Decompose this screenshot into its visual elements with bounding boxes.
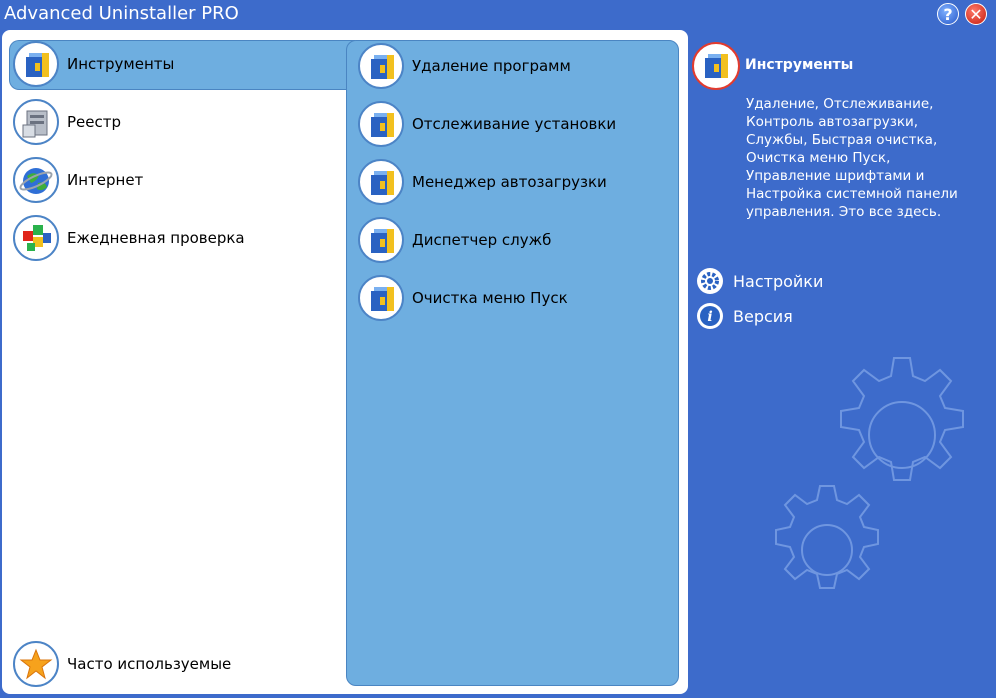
menu-item-frequent[interactable] bbox=[13, 640, 231, 688]
close-button[interactable] bbox=[965, 3, 987, 25]
submenu-item-startup-manager[interactable] bbox=[358, 158, 607, 206]
settings-icon bbox=[697, 268, 723, 294]
submenu-item-label: Удаление программ bbox=[412, 57, 571, 75]
settings-label: Настройки bbox=[733, 271, 824, 291]
info-title: Инструменты bbox=[745, 57, 854, 73]
tools-box-icon bbox=[358, 43, 404, 89]
tools-box-icon bbox=[358, 275, 404, 321]
info-icon bbox=[697, 303, 723, 329]
menu-item-tools[interactable] bbox=[13, 40, 174, 88]
menu-item-internet[interactable] bbox=[13, 156, 143, 204]
submenu-item-label: Отслеживание установки bbox=[412, 115, 617, 133]
svg-text:i: i bbox=[707, 309, 713, 325]
tools-box-icon bbox=[358, 101, 404, 147]
tools-box-icon bbox=[358, 217, 404, 263]
cubes-icon bbox=[13, 215, 59, 261]
menu-item-label: Инструменты bbox=[67, 55, 175, 73]
registry-icon bbox=[13, 99, 59, 145]
submenu-item-uninstall[interactable] bbox=[358, 42, 571, 90]
settings-link[interactable] bbox=[697, 268, 823, 294]
title-bar bbox=[0, 0, 996, 30]
submenu-item-start-menu-cleanup[interactable] bbox=[358, 274, 568, 322]
globe-icon bbox=[13, 157, 59, 203]
gear-decoration-icon bbox=[758, 476, 898, 616]
menu-item-label: Реестр bbox=[67, 113, 122, 131]
menu-item-label: Часто используемые bbox=[67, 655, 232, 673]
submenu-item-label: Менеджер автозагрузки bbox=[412, 173, 607, 191]
submenu-item-install-monitor[interactable] bbox=[358, 100, 616, 148]
close-icon: ✕ bbox=[969, 5, 983, 24]
submenu-item-label: Диспетчер служб bbox=[412, 231, 552, 249]
menu-item-registry[interactable] bbox=[13, 98, 121, 146]
tools-box-icon bbox=[358, 159, 404, 205]
help-button[interactable] bbox=[937, 3, 959, 25]
version-label: Версия bbox=[733, 306, 793, 326]
tools-box-icon bbox=[692, 42, 740, 90]
menu-item-label: Интернет bbox=[67, 171, 144, 189]
info-description: Удаление, Отслеживание, Контроль автозагрузки, Службы, Быстрая очистка, Очистка меню Пуск, Управление шрифтами и Настройка системной панели управления. Это все здесь. bbox=[746, 96, 958, 220]
version-link[interactable] bbox=[697, 303, 793, 329]
submenu-item-service-manager[interactable] bbox=[358, 216, 551, 264]
menu-item-daily-check[interactable] bbox=[13, 214, 245, 262]
question-icon: ? bbox=[943, 5, 953, 24]
window-title: Advanced Uninstaller PRO bbox=[4, 3, 239, 24]
star-icon bbox=[13, 641, 59, 687]
submenu-item-label: Очистка меню Пуск bbox=[412, 289, 568, 307]
tools-box-icon bbox=[13, 41, 59, 87]
menu-item-label: Ежедневная проверка bbox=[67, 229, 245, 247]
